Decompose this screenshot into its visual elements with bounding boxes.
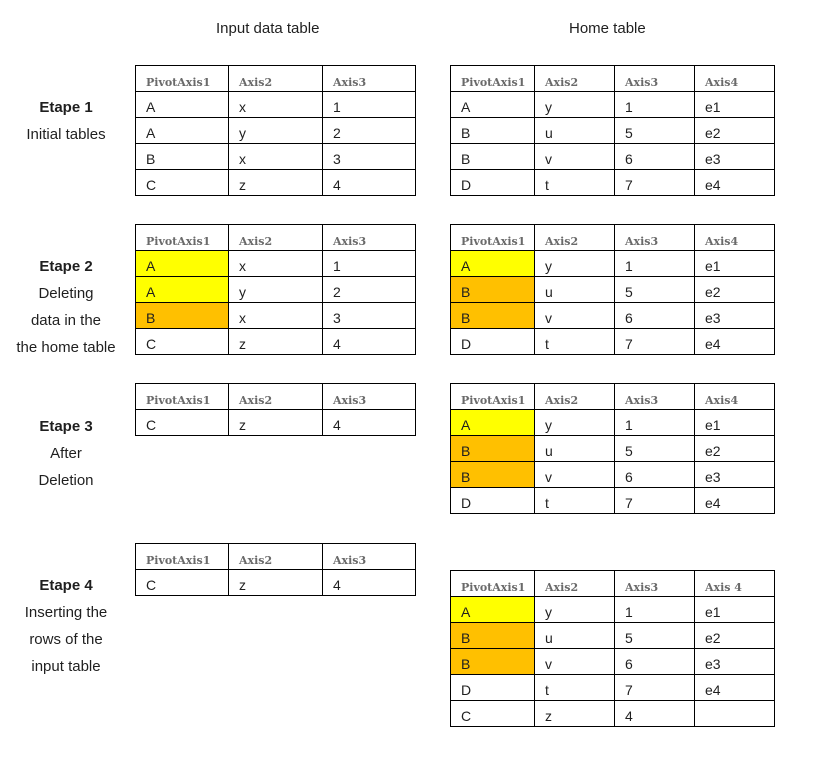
table-cell: e3 xyxy=(695,462,775,488)
table-cell: v xyxy=(535,144,615,170)
column-header: Axis2 xyxy=(229,225,323,251)
table-cell: t xyxy=(535,170,615,196)
table-cell: u xyxy=(535,118,615,144)
table-cell: 1 xyxy=(323,92,416,118)
table-cell: z xyxy=(229,170,323,196)
table-cell: x xyxy=(229,251,323,277)
column-header: Axis2 xyxy=(535,384,615,410)
table-cell: 2 xyxy=(323,118,416,144)
table-cell: v xyxy=(535,649,615,675)
table-cell: A xyxy=(136,118,229,144)
table-row xyxy=(451,675,775,701)
table-row xyxy=(451,118,775,144)
step-1-label xyxy=(0,94,132,148)
table-cell: y xyxy=(535,251,615,277)
input-table-header: Input data table xyxy=(216,20,320,37)
table-cell: A xyxy=(136,277,229,303)
table-header-row xyxy=(136,384,416,410)
table-cell: 1 xyxy=(615,92,695,118)
home-table-step-4 xyxy=(450,570,775,727)
table-row xyxy=(451,170,775,196)
table-row xyxy=(451,303,775,329)
table-header-row xyxy=(451,66,775,92)
table-cell: e3 xyxy=(695,649,775,675)
table-cell: A xyxy=(451,92,535,118)
column-header: Axis2 xyxy=(229,544,323,570)
table-header-row xyxy=(451,384,775,410)
column-header: Axis2 xyxy=(535,571,615,597)
table-cell: 7 xyxy=(615,170,695,196)
column-header: PivotAxis1 xyxy=(136,225,229,251)
table-cell: D xyxy=(451,488,535,514)
table-cell: u xyxy=(535,277,615,303)
table-cell: 4 xyxy=(615,701,695,727)
step-3-desc-line: After xyxy=(50,445,82,462)
step-4-desc-line: input table xyxy=(31,658,101,675)
table-cell: x xyxy=(229,303,323,329)
table-cell: e3 xyxy=(695,144,775,170)
step-2-desc-line: data in the xyxy=(30,312,102,329)
table-header-row xyxy=(136,225,416,251)
table-cell: A xyxy=(136,92,229,118)
table-cell: 7 xyxy=(615,488,695,514)
table-cell: v xyxy=(535,462,615,488)
table-cell: B xyxy=(136,144,229,170)
table-cell: B xyxy=(451,144,535,170)
table-cell: A xyxy=(451,410,535,436)
column-header: Axis3 xyxy=(323,66,416,92)
column-header: Axis3 xyxy=(615,66,695,92)
table-cell: C xyxy=(136,410,229,436)
table-cell: z xyxy=(229,329,323,355)
step-2-label xyxy=(0,253,132,361)
table-row xyxy=(451,410,775,436)
table-row xyxy=(136,92,416,118)
table-cell: e4 xyxy=(695,488,775,514)
table-cell: 4 xyxy=(323,170,416,196)
step-2-title: Etape 2 xyxy=(39,258,93,275)
table-row xyxy=(451,623,775,649)
table-cell: 6 xyxy=(615,144,695,170)
table-cell: u xyxy=(535,436,615,462)
column-header: Axis3 xyxy=(615,225,695,251)
step-4-desc-line: Inserting the xyxy=(24,604,108,621)
table-cell: 6 xyxy=(615,649,695,675)
table-cell: B xyxy=(451,436,535,462)
table-cell: t xyxy=(535,675,615,701)
column-header: Axis3 xyxy=(615,571,695,597)
input-table-step-4 xyxy=(135,543,416,596)
table-cell: C xyxy=(136,170,229,196)
table-cell: t xyxy=(535,488,615,514)
step-2-desc-line: the home table xyxy=(16,339,116,356)
table-header-row xyxy=(451,571,775,597)
table-cell: y xyxy=(535,410,615,436)
step-3-label xyxy=(0,413,132,494)
table-cell: 3 xyxy=(323,303,416,329)
table-cell: 2 xyxy=(323,277,416,303)
table-cell: 4 xyxy=(323,329,416,355)
table-cell: B xyxy=(451,118,535,144)
table-cell: 5 xyxy=(615,277,695,303)
table-cell: z xyxy=(229,410,323,436)
table-cell: 4 xyxy=(323,410,416,436)
table-cell: 3 xyxy=(323,144,416,170)
table-cell: 4 xyxy=(323,570,416,596)
table-row xyxy=(451,597,775,623)
input-table-step-1 xyxy=(135,65,416,196)
table-row xyxy=(136,118,416,144)
column-header: PivotAxis1 xyxy=(136,66,229,92)
column-header: Axis2 xyxy=(535,225,615,251)
table-header-row xyxy=(136,544,416,570)
column-header: Axis3 xyxy=(323,225,416,251)
column-header: Axis3 xyxy=(615,384,695,410)
table-cell: C xyxy=(136,570,229,596)
table-cell: 1 xyxy=(323,251,416,277)
column-header: PivotAxis1 xyxy=(136,384,229,410)
table-row xyxy=(136,410,416,436)
table-cell: e1 xyxy=(695,251,775,277)
table-cell: 6 xyxy=(615,303,695,329)
table-row xyxy=(451,251,775,277)
table-row xyxy=(451,92,775,118)
table-cell: A xyxy=(451,597,535,623)
column-header: PivotAxis1 xyxy=(451,571,535,597)
table-cell: D xyxy=(451,675,535,701)
table-cell: A xyxy=(136,251,229,277)
table-row xyxy=(451,649,775,675)
column-header: Axis3 xyxy=(323,544,416,570)
table-cell: e4 xyxy=(695,675,775,701)
table-cell xyxy=(695,701,775,727)
table-cell: 5 xyxy=(615,623,695,649)
table-header-row xyxy=(451,225,775,251)
input-table-step-2 xyxy=(135,224,416,355)
table-cell: B xyxy=(451,277,535,303)
step-3-desc-line: Deletion xyxy=(38,472,94,489)
step-2-desc-line: Deleting xyxy=(38,285,94,302)
table-cell: e2 xyxy=(695,436,775,462)
table-cell: e2 xyxy=(695,118,775,144)
column-header: Axis2 xyxy=(535,66,615,92)
column-header: PivotAxis1 xyxy=(451,66,535,92)
step-4-desc-line: rows of the xyxy=(29,631,103,648)
table-cell: 7 xyxy=(615,329,695,355)
step-4-title: Etape 4 xyxy=(39,577,93,594)
table-cell: D xyxy=(451,329,535,355)
column-header: PivotAxis1 xyxy=(451,225,535,251)
table-cell: D xyxy=(451,170,535,196)
table-row xyxy=(451,436,775,462)
column-header: Axis2 xyxy=(229,66,323,92)
table-header-row xyxy=(136,66,416,92)
table-cell: B xyxy=(136,303,229,329)
home-table-step-3 xyxy=(450,383,775,514)
table-cell: z xyxy=(229,570,323,596)
column-header: PivotAxis1 xyxy=(136,544,229,570)
table-cell: B xyxy=(451,649,535,675)
step-1-title: Etape 1 xyxy=(39,99,93,116)
column-header: Axis2 xyxy=(229,384,323,410)
table-cell: u xyxy=(535,623,615,649)
table-cell: t xyxy=(535,329,615,355)
home-table-step-1 xyxy=(450,65,775,196)
table-cell: B xyxy=(451,462,535,488)
table-cell: y xyxy=(535,597,615,623)
step-3-title: Etape 3 xyxy=(39,418,93,435)
column-header: Axis4 xyxy=(695,225,775,251)
table-row xyxy=(136,170,416,196)
table-row xyxy=(136,570,416,596)
table-row xyxy=(136,251,416,277)
step-1-desc-line: Initial tables xyxy=(26,126,106,143)
table-cell: x xyxy=(229,92,323,118)
table-row xyxy=(451,144,775,170)
table-cell: 6 xyxy=(615,462,695,488)
table-cell: 7 xyxy=(615,675,695,701)
table-row xyxy=(451,277,775,303)
table-cell: e2 xyxy=(695,623,775,649)
table-row xyxy=(451,329,775,355)
table-cell: v xyxy=(535,303,615,329)
column-header: Axis4 xyxy=(695,66,775,92)
column-header: Axis4 xyxy=(695,384,775,410)
table-cell: e1 xyxy=(695,597,775,623)
table-cell: B xyxy=(451,623,535,649)
table-cell: y xyxy=(535,92,615,118)
column-header: PivotAxis1 xyxy=(451,384,535,410)
table-cell: B xyxy=(451,303,535,329)
table-cell: 1 xyxy=(615,597,695,623)
table-row xyxy=(451,701,775,727)
table-cell: y xyxy=(229,118,323,144)
table-row xyxy=(136,277,416,303)
column-header: Axis 4 xyxy=(695,571,775,597)
input-table-step-3 xyxy=(135,383,416,436)
column-header: Axis3 xyxy=(323,384,416,410)
home-table-header: Home table xyxy=(569,20,646,37)
table-row xyxy=(451,462,775,488)
table-cell: e1 xyxy=(695,410,775,436)
table-cell: e2 xyxy=(695,277,775,303)
table-cell: 1 xyxy=(615,251,695,277)
table-cell: e4 xyxy=(695,170,775,196)
table-row xyxy=(136,144,416,170)
home-table-step-2 xyxy=(450,224,775,355)
table-cell: z xyxy=(535,701,615,727)
table-cell: C xyxy=(451,701,535,727)
table-cell: A xyxy=(451,251,535,277)
table-row xyxy=(136,329,416,355)
table-cell: e3 xyxy=(695,303,775,329)
table-cell: y xyxy=(229,277,323,303)
table-cell: e4 xyxy=(695,329,775,355)
step-4-label xyxy=(0,572,132,680)
table-cell: 1 xyxy=(615,410,695,436)
table-row xyxy=(136,303,416,329)
table-cell: e1 xyxy=(695,92,775,118)
table-cell: x xyxy=(229,144,323,170)
table-cell: C xyxy=(136,329,229,355)
table-cell: 5 xyxy=(615,118,695,144)
table-row xyxy=(451,488,775,514)
table-cell: 5 xyxy=(615,436,695,462)
